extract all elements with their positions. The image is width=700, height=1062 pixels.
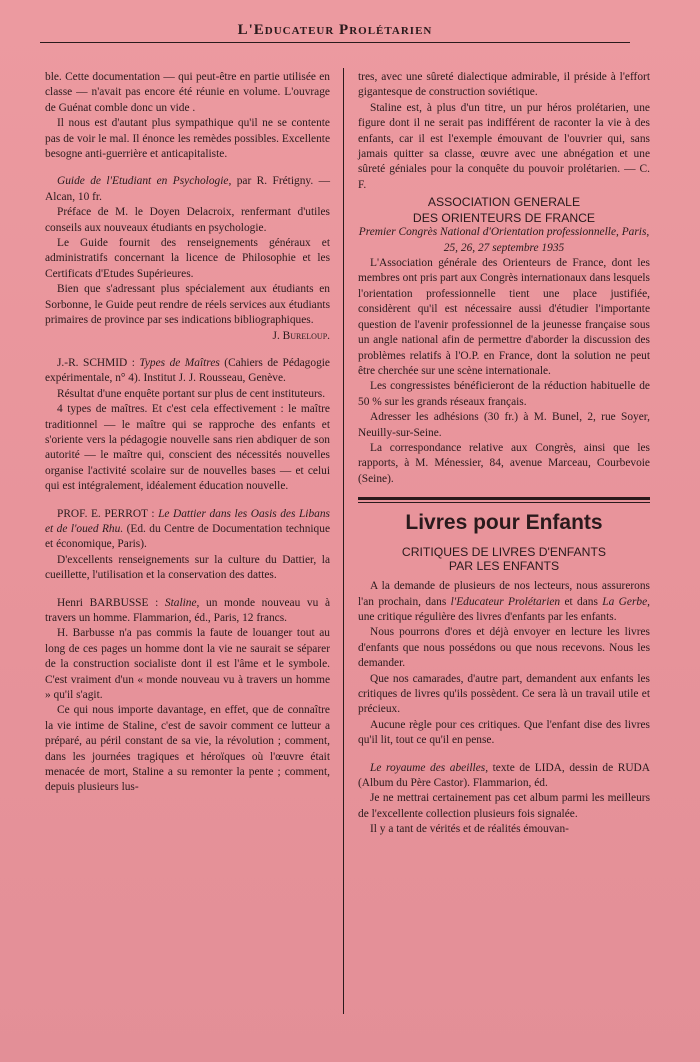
paragraph: Adresser les adhésions (30 fr.) à M. Bunel, 2, rue Soyer, Neuilly-sur-Seine. — [358, 411, 650, 439]
header-rule — [40, 42, 630, 43]
book-title: Staline, — [164, 596, 200, 609]
section-rule — [358, 502, 650, 503]
book-title: Le royaume des abeilles, — [370, 761, 489, 774]
paragraph: D'excellents renseignements sur la culture du Dattier, la cueillette, l'utilisation et la conservation des dattes. — [45, 553, 330, 582]
paragraph: Préface de M. le Doyen Delacroix, renfermant d'utiles conseils aux nouveaux étudiants en psychologie. — [45, 206, 330, 234]
paragraph: ble. Cette documentation — qui peut-être en partie utilisée en classe — n'avait pas encore été réunie en volume. L'ouvrage de Guénat comble donc un vide . — [45, 71, 330, 114]
book-title: Le Dattier dans les Oasis des Libans et de l'oued Rhu. — [45, 507, 330, 535]
book-title: Guide de l'Etudiant en Psychologie, — [57, 175, 232, 188]
paragraph: Aucune règle pour ces critiques. Que l'enfant dise des livres qu'il lit, tout ce qu'il en pense. — [358, 718, 650, 747]
review-heading: Guide de l'Etudiant en Psychologie, par R. Frétigny. — Alcan, 10 fr. — [45, 175, 330, 203]
paragraph: Les congressistes bénéficieront de la réduction habituelle de 50 % sur les grands réseaux français. — [358, 380, 650, 408]
association-title: ASSOCIATION GENERALE — [427, 195, 581, 210]
left-column — [45, 70, 330, 796]
paragraph: tres, avec une sûreté dialectique admirable, il préside à l'effort gigantesque de construction soviétique. — [358, 71, 650, 99]
paragraph: Bien que s'adressant plus spécialement aux étudiants en Sorbonne, le Guide peut rendre de réels services aux étudiants primaires de province par ses indications bibliographiques. — [45, 283, 330, 327]
paragraph: La correspondance relative aux Congrès, ainsi que les rapports, à M. Ménessier, 84, avenue Marceau, Courbevoie (Seine). — [358, 441, 650, 485]
association-title: DES ORIENTEURS DE FRANCE — [412, 211, 596, 226]
review-heading: J.-R. SCHMID : Types de Maîtres (Cahiers de Pédagogie expérimentale, n° 4). Institut J. J. Rousseau, Genève. — [45, 356, 330, 385]
paragraph: Je ne mettrai certainement pas cet album parmi les meilleurs de l'excellente collection plusieurs fois signalée. — [358, 792, 650, 820]
signature: J. Bureloup. — [272, 329, 330, 342]
paragraph: Résultat d'une enquête portant sur plus de cent instituteurs. — [57, 387, 326, 400]
book-title: Types de Maîtres — [139, 356, 220, 369]
paragraph: Que nos camarades, d'autre part, demandent aux enfants les critiques de livres qu'ils possèdent. Ce sera là un travail utile et précieux. — [358, 672, 650, 716]
paragraph: Il y a tant de vérités et de réalités émouvan- — [370, 823, 569, 836]
paragraph: Ce qui nous importe davantage, en effet, que de connaître la vie intime de Staline, c'est de savoir comment ce lutteur a préparé, au péril constant de sa vie, la révolution ; comment, dans les journées tragiques et héroïques où l'œuvre était menacée de mort, Staline a su remonter la pente ; comment, depuis plusieurs lus- — [45, 704, 330, 794]
association-subtitle: Premier Congrès National d'Orientation professionnelle, Paris, 25, 26, 27 septembre 1935 — [358, 226, 650, 254]
review-heading: Le royaume des abeilles, texte de LIDA, dessin de RUDA (Album du Père Castor). Flammarion, éd. — [358, 761, 651, 790]
paragraph: H. Barbusse n'a pas commis la faute de louanger tout au long de ces pages un homme dont la vie ne saurait se séparer de la construction socialiste dont il est l'âme et le symbole. C'est vraiment d'un « monde nouveau vu à travers un homme » qu'il s'agit. — [45, 627, 330, 702]
paragraph: L'Association générale des Orienteurs de France, dont les membres ont pris part aux Congrès internationaux dans lesquels l'orientation professionnelle tient une place justifiée, considèrent qu'il est nécessaire aussi d'étudier l'importante question de l'avenir professionnel de la jeunesse française sous un angle national afin de permettre d'aborder la discussion des problèmes relatifs à l'O.P. en France, dont la solution ne peut être cherchée sur une scène internationale. — [358, 257, 650, 377]
paragraph: Nous pourrons d'ores et déjà envoyer en lecture les livres d'enfants que nous possédons ou que nous recevons. Nous les demander. — [358, 626, 650, 670]
section-subtitle: CRITIQUES DE LIVRES D'ENFANTS PAR LES ENFANTS — [401, 545, 607, 574]
review-heading: PROF. E. PERROT : Le Dattier dans les Oasis des Libans et de l'oued Rhu. (Ed. du Centre de Documentation technique et économique, Paris). — [45, 507, 330, 551]
paragraph: 4 types de maîtres. Et c'est cela effectivement : le maître traditionnel — le maître qui se rapproche des enfants et s'oriente vers la pédagogie nouvelle sans rien abdiquer de son autorité — le maître qui, conscient des nécessités nouvelles organise l'activité scolaire sur de nouvelles bases — et celui qui est intégralement, idéalement éducation nouvelle. — [45, 403, 330, 493]
review-heading: Henri BARBUSSE : Staline, un monde nouveau vu à travers un homme. Flammarion, éd., Paris, 12 francs. — [45, 596, 330, 624]
paragraph: Staline est, à plus d'un titre, un pur héros prolétarien, une figure dont il ne serait pas indifférent de raconter la vie à des enfants, car il est l'exemple émouvant de l'ouvrier qui, sans jamais quitter sa classe, œuvre avec une abnégation et une sûreté géniales pour la conquête du pouvoir prolétarien. — C. F. — [358, 101, 650, 191]
section-title: Livres pour Enfants — [405, 511, 603, 535]
page-title: L'Educateur Prolétarien — [237, 22, 433, 38]
paragraph: A la demande de plusieurs de nos lecteurs, nous assurerons l'an prochain, dans l'Educateur Prolétarien et dans La Gerbe, une critique régulière des livres d'enfants par les enfants. — [358, 580, 650, 623]
column-divider — [343, 68, 344, 1014]
section-rule — [358, 497, 650, 500]
right-column — [358, 70, 650, 838]
paragraph: Il nous est d'autant plus sympathique qu'il ne se contente pas de voir le mal. Il énonce les remèdes possibles. Excellente besogne anti-guerrière et anticapitaliste. — [45, 117, 330, 161]
paragraph: Le Guide fournit des renseignements généraux et administratifs concernant la licence de Philosophie et les Certificats d'Etudes Supérieures. — [45, 237, 330, 280]
